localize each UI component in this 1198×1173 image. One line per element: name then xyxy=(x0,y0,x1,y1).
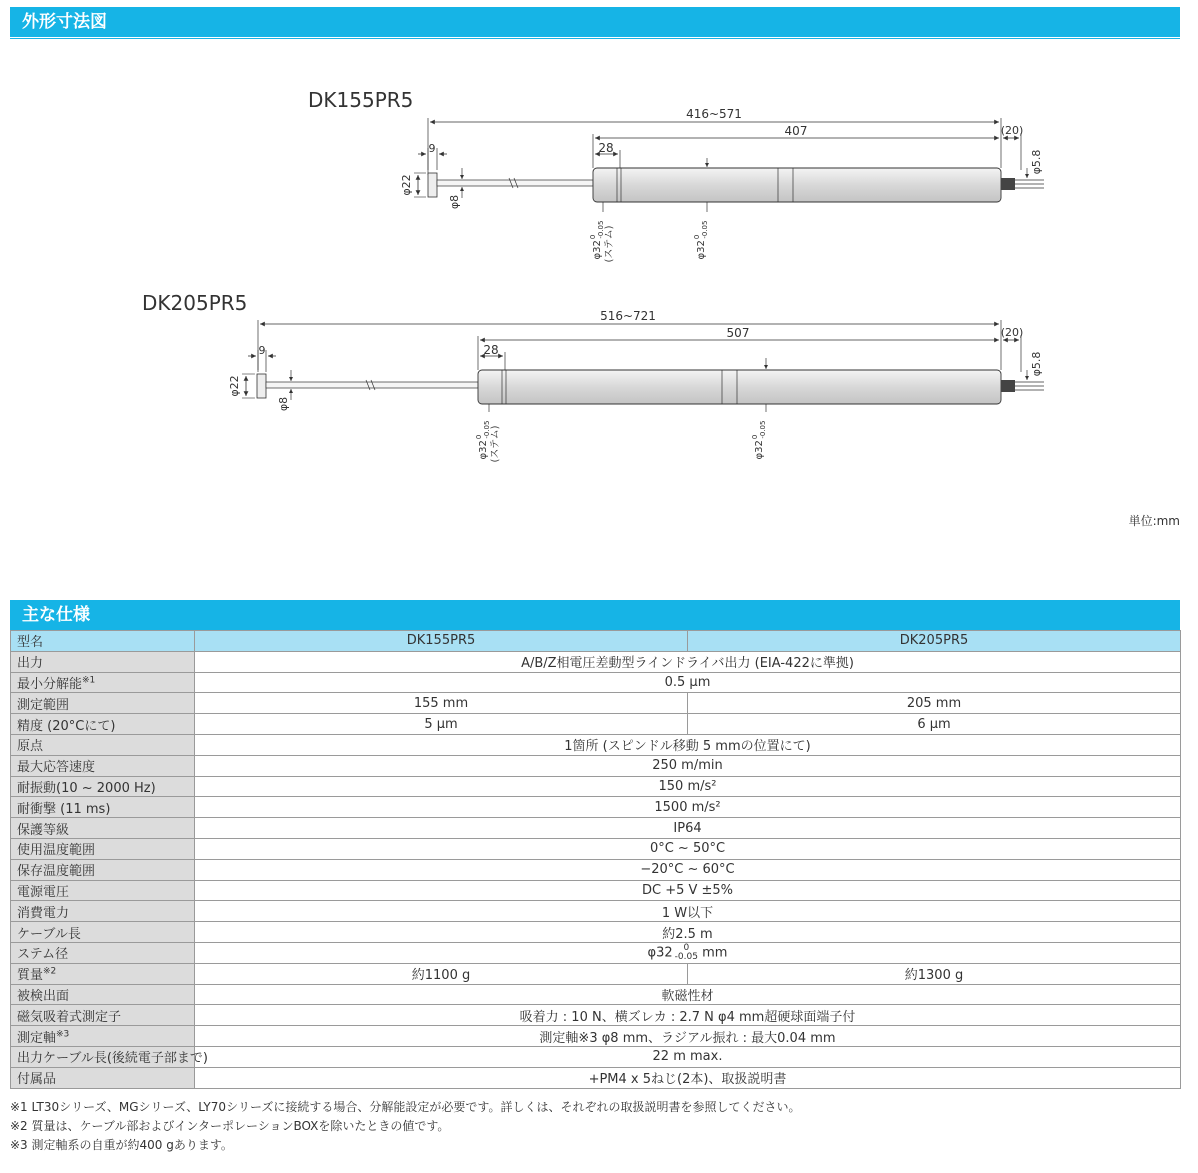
row-label-text: 出力ケーブル長(後続電子部まで) xyxy=(17,1051,208,1067)
section-header-specs xyxy=(10,600,1180,630)
row-label xyxy=(11,1046,208,1067)
row-value-text: A/B/Z相電圧差動型ラインドライバ出力 (EIA-422に準拠) xyxy=(521,656,854,672)
table-row xyxy=(11,1005,1181,1026)
row-label-text: 最小分解能 xyxy=(17,676,83,692)
table-row xyxy=(11,672,1181,693)
row-label-text: 出力 xyxy=(17,656,44,672)
row-label-text: 質量 xyxy=(17,968,44,984)
row-value-col2: 約1300 g xyxy=(688,963,1181,984)
row-label-text: 原点 xyxy=(17,739,44,755)
row-label-text: 耐衝撃 (11 ms) xyxy=(17,801,111,817)
footnote: ※2 質量は、ケーブル部およびインターポレーションBOXを除いたときの値です。 xyxy=(10,1119,450,1133)
row-label xyxy=(11,880,195,901)
row-value xyxy=(195,651,1181,672)
table-row xyxy=(11,1067,1181,1088)
table-row xyxy=(11,984,1181,1005)
svg-text:(ステム): (ステム) xyxy=(604,225,615,263)
row-value xyxy=(195,734,1181,755)
model-label: DK205PR5 xyxy=(142,291,248,315)
table-row xyxy=(11,651,1181,672)
dimension-drawing xyxy=(0,40,1198,540)
stem-dia-label xyxy=(589,221,615,263)
row-value-text: 測定軸※3 φ8 mm、ラジアル振れ : 最大0.04 mm xyxy=(539,1030,836,1046)
row-label xyxy=(11,672,195,693)
output-dia-dim: φ5.8 xyxy=(1030,351,1043,377)
probe-head xyxy=(257,374,266,398)
stem-length-dim: 28 xyxy=(483,343,499,357)
row-value xyxy=(195,797,1181,818)
row-value-text: DC +5 V ±5% xyxy=(641,882,734,898)
spec-table xyxy=(10,630,1181,1089)
svg-text:φ320-0.05: $\varphi 32^0-0.05$ xyxy=(589,220,605,260)
row-label xyxy=(11,859,195,880)
row-value-text: 22 m max. xyxy=(652,1049,723,1065)
row-label xyxy=(11,963,195,984)
table-row xyxy=(11,818,1181,839)
stem-length-dim: 28 xyxy=(598,141,614,155)
row-label xyxy=(11,776,195,797)
row-value-text: −20°C ~ 60°C xyxy=(640,862,735,878)
table-row xyxy=(11,693,1181,714)
table-row xyxy=(11,714,1181,735)
table-row xyxy=(11,963,1181,984)
head-dia-dim: φ22 xyxy=(228,375,241,397)
shaft-dia-dim: φ8 xyxy=(277,396,290,412)
row-value-text: 250 m/min xyxy=(652,758,723,774)
head-dia-dim: φ22 xyxy=(400,174,413,196)
row-value-col2: 6 μm xyxy=(688,714,1181,735)
unit-label: 単位:mm xyxy=(1128,514,1180,528)
row-value xyxy=(195,880,1181,901)
footnote-marker: ※2 xyxy=(43,966,57,977)
row-label-text: 消費電力 xyxy=(17,905,70,921)
footnote-marker: ※1 xyxy=(82,675,96,686)
table-row xyxy=(11,797,1181,818)
body-dia-label xyxy=(751,421,767,460)
row-label xyxy=(11,901,195,922)
row-label-text: 最大応答速度 xyxy=(17,760,96,776)
sensor-body xyxy=(478,370,1001,404)
row-label-text: 耐振動(10 ~ 2000 Hz) xyxy=(17,780,156,796)
section-header-dimensions xyxy=(10,7,1180,37)
row-value xyxy=(195,672,1181,693)
row-value-text: 約2.5 m xyxy=(662,926,713,942)
row-label-text: 保存温度範囲 xyxy=(17,864,96,880)
section-title: 主な仕様 xyxy=(22,605,90,625)
row-value-text: 1500 m/s² xyxy=(654,799,721,815)
table-row xyxy=(11,755,1181,776)
output-dia-dim: φ5.8 xyxy=(1030,149,1043,175)
row-label xyxy=(11,755,195,776)
row-value-text: 軟磁性材 xyxy=(661,988,714,1004)
row-label xyxy=(11,734,195,755)
row-label-text: 磁気吸着式測定子 xyxy=(17,1009,122,1025)
row-value-col2: 205 mm xyxy=(688,693,1181,714)
row-label xyxy=(11,984,195,1005)
probe-head xyxy=(428,173,437,197)
row-label xyxy=(11,1026,195,1047)
table-row xyxy=(11,838,1181,859)
svg-text:(ステム): (ステム) xyxy=(490,425,501,463)
row-label xyxy=(11,922,195,943)
row-value xyxy=(195,776,1181,797)
sensor-body xyxy=(593,168,1001,202)
row-label xyxy=(11,693,195,714)
table-row xyxy=(11,901,1181,922)
table-row xyxy=(11,1026,1181,1047)
row-value-text: IP64 xyxy=(673,820,702,836)
row-label xyxy=(11,1005,195,1026)
row-value xyxy=(195,1005,1181,1026)
row-value-col1: 5 μm xyxy=(195,714,688,735)
row-label xyxy=(11,818,195,839)
table-row xyxy=(11,942,1181,963)
row-label-text: 保護等級 xyxy=(17,822,70,838)
row-value-text: 吸着力 : 10 N、横ズレカ : 2.7 N φ4 mm超硬球面端子付 xyxy=(519,1009,856,1025)
cable-connector xyxy=(1001,178,1015,190)
svg-text:φ320-0.05: $\varphi 32^0-0.05$ xyxy=(693,220,709,260)
row-value-text: 1箇所 (スピンドル移動 5 mmの位置にて) xyxy=(564,739,811,755)
body-length-dim: 407 xyxy=(784,124,808,138)
drawing-dk155pr5 xyxy=(308,88,1044,263)
row-label xyxy=(11,942,195,963)
svg-text:φ320-0.05: $\varphi 32^0-0.05$ xyxy=(751,420,767,460)
row-value-col1: 155 mm xyxy=(195,693,688,714)
row-label xyxy=(11,1067,195,1088)
row-label xyxy=(11,714,195,735)
row-value-text: φ32 xyxy=(647,945,673,961)
body-dia-label xyxy=(693,221,709,260)
row-label xyxy=(11,797,195,818)
tolerance xyxy=(675,944,698,962)
row-value-text: 0.5 μm xyxy=(664,674,711,690)
row-label-text: 使用温度範囲 xyxy=(17,843,96,859)
row-value xyxy=(195,922,1181,943)
cable-connector xyxy=(1001,380,1015,392)
head-width-dim: 9 xyxy=(258,344,266,357)
footnote-marker: ※3 xyxy=(56,1029,70,1040)
stem-dia-label xyxy=(475,421,501,463)
drawing-dk205pr5 xyxy=(142,291,1044,463)
footnote: ※3 測定軸系の自重が約400 gあります。 xyxy=(10,1138,233,1152)
unit-text: mm xyxy=(697,945,728,961)
row-value xyxy=(195,818,1181,839)
svg-text:φ320-0.05: $\varphi 32^0-0.05$ xyxy=(475,420,491,460)
header-col1: DK155PR5 xyxy=(195,631,688,652)
row-value-text: +PM4 x 5ねじ(2本)、取扱説明書 xyxy=(588,1072,787,1088)
row-label-text: ケーブル長 xyxy=(17,926,81,942)
tolerance-lower: -0.05 xyxy=(674,951,698,962)
row-value xyxy=(195,1067,1181,1088)
row-value-col1: 約1100 g xyxy=(195,963,688,984)
shaft-dia-dim: φ8 xyxy=(448,194,461,210)
table-row xyxy=(11,859,1181,880)
row-label-text: 被検出面 xyxy=(17,988,70,1004)
row-value xyxy=(195,984,1181,1005)
row-value-text: 1 W以下 xyxy=(661,905,714,921)
row-value xyxy=(195,838,1181,859)
table-row xyxy=(11,922,1181,943)
row-value-text: 150 m/s² xyxy=(658,778,717,794)
table-row xyxy=(11,880,1181,901)
overall-length-dim: 416~571 xyxy=(686,107,742,121)
row-label-text: 測定範囲 xyxy=(17,697,70,713)
overall-length-dim: 516~721 xyxy=(600,309,656,323)
row-label-text: 電源電圧 xyxy=(17,884,70,900)
row-value xyxy=(195,1046,1181,1067)
row-label-text: 付属品 xyxy=(17,1072,57,1088)
model-label: DK155PR5 xyxy=(308,88,414,112)
header-col2: DK205PR5 xyxy=(688,631,1181,652)
row-value-text: 0°C ~ 50°C xyxy=(649,841,726,857)
table-row xyxy=(11,734,1181,755)
row-value xyxy=(195,755,1181,776)
row-label-text: ステム径 xyxy=(17,947,69,963)
row-label-text: 精度 (20°Cにて) xyxy=(17,718,116,734)
footnotes xyxy=(10,1098,800,1155)
row-value xyxy=(195,1026,1181,1047)
tail-dim: (20) xyxy=(1000,124,1024,137)
tolerance-upper: 0 xyxy=(683,942,690,953)
table-row xyxy=(11,776,1181,797)
body-length-dim: 507 xyxy=(726,326,750,340)
header-label: 型名 xyxy=(11,631,195,652)
tail-dim: (20) xyxy=(1000,326,1024,339)
footnote: ※1 LT30シリーズ、MGシリーズ、LY70シリーズに接続する場合、分解能設定が必要です。詳しくは、それぞれの取扱説明書を参照してください。 xyxy=(10,1100,801,1114)
row-value xyxy=(195,942,1181,963)
head-width-dim: 9 xyxy=(428,142,436,155)
section-title: 外形寸法図 xyxy=(22,12,107,32)
table-row xyxy=(11,1046,1181,1067)
row-value xyxy=(195,859,1181,880)
row-value xyxy=(195,901,1181,922)
row-label xyxy=(11,838,195,859)
row-label xyxy=(11,651,195,672)
table-header-row xyxy=(11,631,1181,652)
row-label-text: 測定軸 xyxy=(17,1030,57,1046)
